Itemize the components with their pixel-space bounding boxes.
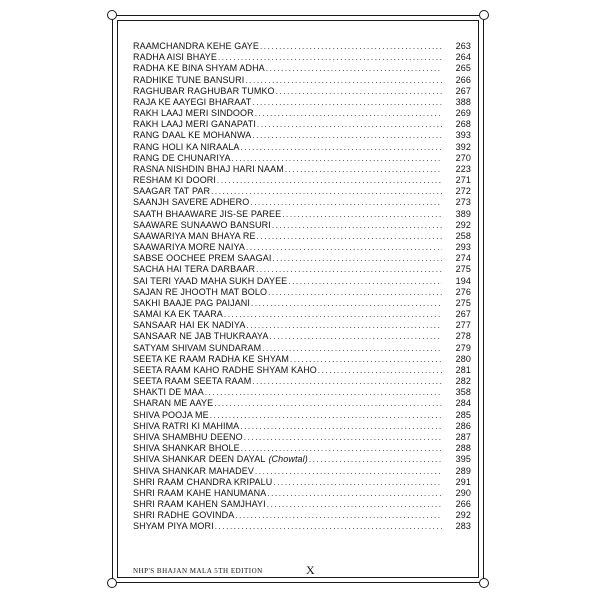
page-reference: 269 [455,108,471,119]
index-entry [133,108,471,119]
page-reference: 274 [455,253,471,264]
song-title: SAJAN RE JHOOTH MAT BOLO [133,286,268,297]
page-reference: 291 [455,476,471,487]
page-reference: 293 [455,242,471,253]
page-reference: 292 [455,219,471,230]
song-title: SHYAM PIYA MORI [133,521,214,532]
song-title: SHIVA SHANKAR MAHADEV [133,465,254,476]
index-entry [133,521,471,532]
song-title: SHAKTI DE MAA [133,387,204,398]
page-reference: 276 [455,286,471,297]
dot-leader [272,220,442,231]
dot-leader [241,142,442,153]
dot-leader [285,164,442,175]
page-reference: 393 [455,130,471,141]
index-entry [133,142,471,153]
song-title: SATYAM SHIVAM SUNDARAM [133,342,262,353]
song-title: RANG HOLI KA NIRAALA [133,141,240,152]
page-reference: 194 [455,275,471,286]
dot-leader [245,75,442,86]
page-number: X [306,563,315,577]
page-reference: 271 [455,175,471,186]
index-entry [133,343,471,354]
page-reference: 388 [455,96,471,107]
page-reference: 290 [455,487,471,498]
index-entry [133,309,471,320]
index-entry [133,186,471,197]
dot-leader [214,399,442,410]
index-entry [133,264,471,275]
song-title: SHIVA SHANKAR BHOLE [133,443,240,454]
index-entry [133,86,471,97]
page-reference: 266 [455,499,471,510]
page-reference: 268 [455,119,471,130]
corner-ornament [107,10,117,20]
dot-leader [255,108,442,119]
index-entry [133,298,471,309]
index-entry [133,197,471,208]
dot-leader [218,52,442,63]
dot-leader [205,387,442,398]
index-entry [133,466,471,477]
song-title: SHARAN ME AAYE [133,398,214,409]
dot-leader [267,488,442,499]
song-title: SAKHI BAAJE PAG PAIJANI [133,297,251,308]
song-title: SHRI RAAM CHANDRA KRIPALU [133,476,273,487]
song-title: RESHAM KI DOORI [133,175,217,186]
song-title: SAANJH SAVERE ADHERO [133,197,250,208]
page-reference: 267 [455,85,471,96]
page-reference: 223 [455,163,471,174]
index-entry [133,443,471,454]
dot-leader [235,510,442,521]
page-reference: 275 [455,264,471,275]
page-reference: 275 [455,297,471,308]
page-reference: 263 [455,40,471,51]
dot-leader [232,153,442,164]
index-entry [133,331,471,342]
dot-leader [269,331,442,342]
song-title: RANG DE CHUNARIYA [133,152,231,163]
song-title: RAKH LAAJ MERI GANAPATI [133,119,256,130]
index-entry [133,276,471,287]
dot-leader [250,197,442,208]
dot-leader [257,119,442,130]
page-reference: 265 [455,63,471,74]
song-index-list [133,41,471,533]
song-title: SAATH BHAAWARE JIS-SE PAREE [133,208,282,219]
page-reference: 258 [455,230,471,241]
index-entry [133,41,471,52]
dot-leader [272,253,442,264]
book-title-footer: NHP'S BHAJAN MALA 5TH EDITION [133,567,263,575]
index-entry [133,231,471,242]
index-entry [133,75,471,86]
page-reference: 358 [455,387,471,398]
page-reference: 281 [455,364,471,375]
song-title: RADHIKE TUNE BANSURI [133,74,245,85]
song-title: RAKH LAAJ MERI SINDOOR [133,108,254,119]
dot-leader [246,320,442,331]
dot-leader [217,175,442,186]
page-reference: 266 [455,74,471,85]
index-entry [133,454,471,465]
page-reference: 279 [455,342,471,353]
page-reference: 277 [455,320,471,331]
dot-leader [262,343,442,354]
dot-leader [252,97,442,108]
page-reference: 267 [455,309,471,320]
song-title: SEETA RAAM SEETA RAAM [133,376,252,387]
dot-leader [282,209,442,220]
dot-leader [251,298,442,309]
song-title: SHRI RADHE GOVINDA [133,510,235,521]
index-entry [133,287,471,298]
dot-leader [257,231,442,242]
dot-leader [240,421,442,432]
index-entry [133,510,471,521]
page-reference: 395 [455,454,471,465]
song-title: RADHA KE BINA SHYAM ADHA [133,63,265,74]
dot-leader [244,432,442,443]
song-title: SAAWARIYA MAN BHAYA RE [133,230,256,241]
page-reference: 264 [455,52,471,63]
page-reference: 282 [455,376,471,387]
dot-leader [318,365,442,376]
dot-leader [273,477,442,488]
index-entry [133,432,471,443]
index-entry [133,399,471,410]
page-reference: 272 [455,186,471,197]
index-entry [133,253,471,264]
song-title: RAAMCHANDRA KEHE GAYE [133,40,259,51]
song-title: SANSAAR HAI EK NADIYA [133,320,246,331]
page-reference: 273 [455,197,471,208]
song-title: RAJA KE AAYEGI BHARAAT [133,96,252,107]
page-reference: 285 [455,409,471,420]
index-entry [133,320,471,331]
index-entry [133,354,471,365]
page-reference: 286 [455,420,471,431]
index-entry [133,242,471,253]
song-title: SABSE OOCHEE PREM SAAGAI [133,253,272,264]
song-title: SHIVA POOJA ME [133,409,209,420]
dot-leader [211,186,442,197]
dot-leader [256,264,442,275]
dot-leader [290,354,442,365]
dot-leader [252,376,442,387]
dot-leader [266,63,442,74]
song-title: SHIVA SHAMBHU DEENO [133,432,243,442]
song-title: SAAGAR TAT PAR [133,186,211,197]
song-title: RANG DAAL KE MOHANWA [133,130,252,141]
index-entry [133,52,471,63]
page-reference: 392 [455,141,471,152]
dot-leader [210,410,442,421]
song-title: SANSAAR NE JAB THUKRAAYA [133,331,269,342]
song-title: SAI TERI YAAD MAHA SUKH DAYEE [133,275,288,286]
dot-leader [260,41,442,52]
dot-leader [241,443,442,454]
song-title: SHIVA SHANKAR DEEN DAYAL [133,454,266,465]
dot-leader [224,309,442,320]
dot-leader [276,86,442,97]
page-reference: 287 [455,432,471,442]
index-entry [133,477,471,488]
corner-ornament [479,10,489,20]
song-title: RAGHUBAR RAGHUBAR TUMKO [133,85,275,96]
dot-leader [215,521,442,532]
index-entry [133,488,471,499]
index-entry [133,365,471,376]
index-entry [133,220,471,231]
song-title: SAAWARE SUNAAWO BANSURI [133,219,271,230]
index-entry [133,175,471,186]
index-entry [133,209,471,220]
song-title: RADHA AISI BHAYE [133,52,217,63]
song-title: SACHA HAI TERA DARBAAR [133,264,256,275]
song-title: SEETA KE RAAM RADHA KE SHYAM [133,353,290,364]
index-entry [133,153,471,164]
index-entry [133,376,471,387]
song-title: SEETA RAAM KAHO RADHE SHYAM KAHO [133,364,317,375]
dot-leader [255,466,442,477]
song-title: SAMAI KA EK TAARA [133,309,223,320]
song-note: (Chowtal) [268,454,308,465]
index-entry [133,164,471,175]
song-title: SAAWARIYA MORE NAIYA [133,242,246,253]
corner-ornament [479,578,489,588]
index-entry [133,119,471,130]
index-entry [133,97,471,108]
page-reference: 278 [455,331,471,342]
dot-leader [268,287,442,298]
page-reference: 284 [455,398,471,409]
index-entry [133,387,471,398]
page-reference: 292 [455,510,471,521]
dot-leader [252,130,442,141]
index-entry [133,410,471,421]
page-reference: 280 [455,353,471,364]
index-entry [133,63,471,74]
page-reference: 389 [455,208,471,219]
page-reference: 289 [455,465,471,476]
dot-leader [246,242,442,253]
index-entry [133,421,471,432]
song-title: RASNA NISHDIN BHAJ HARI NAAM [133,163,284,174]
dot-leader [309,454,442,465]
dot-leader [267,499,442,510]
page-reference: 270 [455,152,471,163]
index-entry [133,499,471,510]
song-title: SHIVA RATRI KI MAHIMA [133,420,240,431]
dot-leader [288,276,442,287]
song-title: SHRI RAAM KAHE HANUMANA [133,487,267,498]
corner-ornament [107,578,117,588]
index-entry [133,130,471,141]
page-reference: 283 [455,521,471,532]
song-title: SHRI RAAM KAHEN SAMJHAYI [133,499,266,510]
page-reference: 288 [455,443,471,454]
